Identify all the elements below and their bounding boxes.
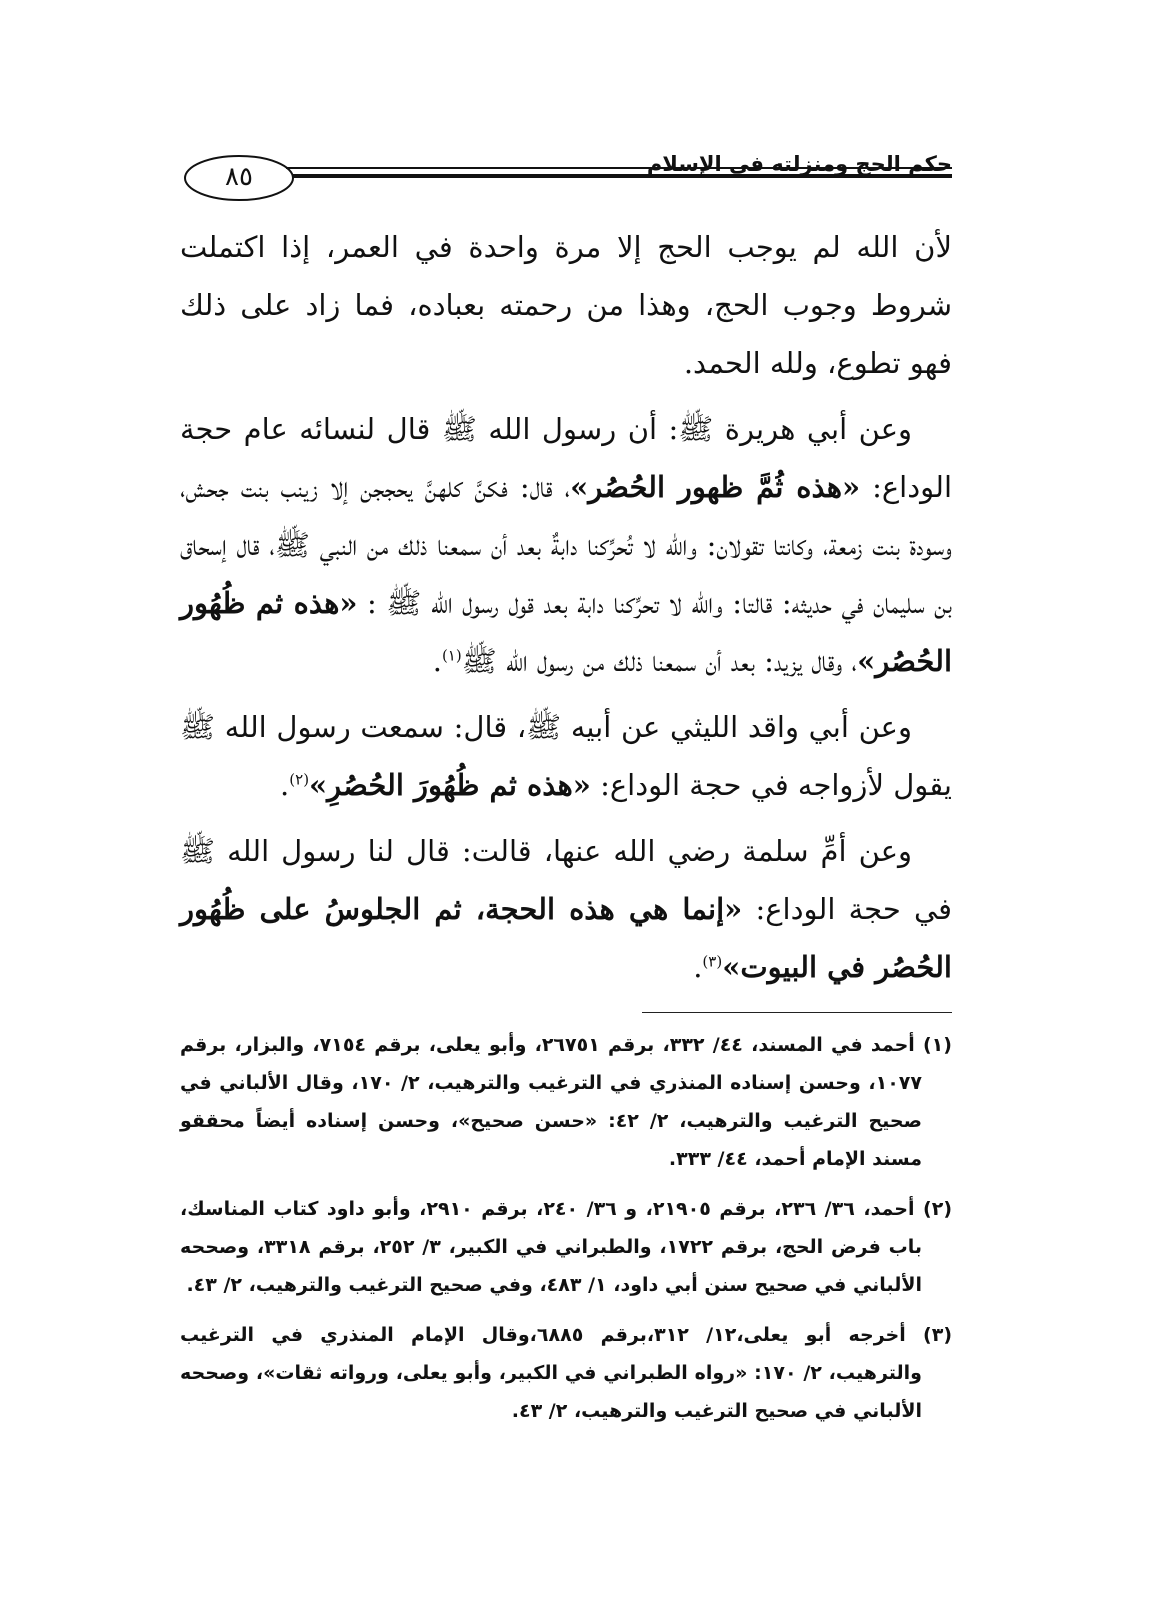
- footnote-marker-1: (١): [441, 646, 462, 665]
- paragraph-4-intro: وعن أمِّ سلمة رضي الله عنها، قالت: قال لنا رسول الله ﷺ في حجة الوداع:: [180, 834, 953, 926]
- hadith-quote-2: «هذه ثم ظُهُور الحُصُر»: [180, 586, 952, 678]
- footnote-separator: [642, 1012, 952, 1013]
- paragraph-2-intro: وعن أبي هريرة ﷺ: أن رسول الله ﷺ قال لنسائه عام حجة الوداع:: [180, 412, 952, 504]
- paragraph-4-end: .: [693, 950, 703, 984]
- paragraph-1: لأن الله لم يوجب الحج إلا مرة واحدة في العمر، إذا اكتملت شروط وجوب الحج، وهذا من رحمته بعباده، فما زاد على ذلك فهو تطوع، ولله الحمد.: [180, 230, 952, 380]
- paragraph-3: [180, 698, 952, 814]
- main-text: [180, 218, 952, 1004]
- paragraph-3-intro: وعن أبي واقد الليثي عن أبيه ﷺ، قال: سمعت رسول الله ﷺ يقول لأزواجه في حجة الوداع:: [180, 710, 952, 802]
- page-header: [182, 148, 952, 208]
- page-number: ٨٥: [225, 162, 253, 192]
- hadith-quote-3: «هذه ثم ظُهُورَ الحُصُرِ»: [309, 768, 591, 802]
- footnote-2: (٢) أحمد، ٣٦/ ٢٣٦، برقم ٢١٩٠٥، و ٣٦/ ٢٤٠، برقم ٢٩١٠، وأبو داود كتاب المناسك، باب فرض الحج، برقم ١٧٢٢، والطبراني في الكبير، ٣/ ٢٥٢، برقم ٣٣١٨، وصححه الألباني في صحيح سنن أبي داود، ١/ ٤٨٣، وفي صحيح الترغيب والترهيب، ٢/ ٤٣.: [180, 1198, 952, 1296]
- footnote-1: (١) أحمد في المسند، ٤٤/ ٣٣٢، برقم ٢٦٧٥١، وأبو يعلى، برقم ٧١٥٤، والبزار، برقم ١٠٧٧، وحسن إسناده المنذري في الترغيب والترهيب، ٢/ ١٧٠، وقال الألباني في صحيح الترغيب والترهيب، ٢/ ٤٢: «حسن صحيح»، وحسن إسناده أيضاً محققو مسند الإمام أحمد، ٤٤/ ٣٣٣.: [180, 1034, 952, 1170]
- footnote-3: (٣) أخرجه أبو يعلى،١٢/ ٣١٢،برقم ٦٨٨٥،وقال الإمام المنذري في الترغيب والترهيب، ٢/ ١٧٠: «رواه الطبراني في الكبير، وأبو يعلى، ورواته ثقات»، وصححه الألباني في صحيح الترغيب والترهيب، ٢/ ٤٣.: [180, 1324, 953, 1422]
- running-title: حكم الحج ومنزلته في الإسلام: [646, 152, 952, 176]
- hadith-quote-4: «إنما هي هذه الحجة، ثم الجلوسُ على ظُهُور الحُصُر في البيوت»: [180, 892, 952, 984]
- paragraph-2-mid: ، قال: فكنَّ كلهنَّ يحججن إلا زينب بنت جحش، وسودة بنت زمعة، وكانتا تقولان: والله لا تُحرِّكنا دابةٌ بعد أن سمعنا ذلك من النبي ﷺ، قال إسحاق بن سليمان في حديثه: قالتا: والله لا تحرِّكنا دابة بعد قول رسول الله ﷺ :: [180, 470, 952, 620]
- hadith-quote-1: «هذه ثُمَّ ظهور الحُصُر»: [570, 470, 861, 504]
- footnote-marker-3: (٣): [702, 952, 723, 971]
- footnotes: [180, 1026, 952, 1442]
- paragraph-2-end: .: [432, 644, 442, 678]
- footnote-marker-2: (٢): [289, 770, 310, 789]
- paragraph-2-tail: ، وقال يزيد: بعد أن سمعنا ذلك من رسول الله ﷺ: [461, 644, 858, 678]
- paragraph-3-end: .: [280, 768, 290, 802]
- paragraph-2: [180, 400, 952, 690]
- paragraph-4: [180, 822, 952, 996]
